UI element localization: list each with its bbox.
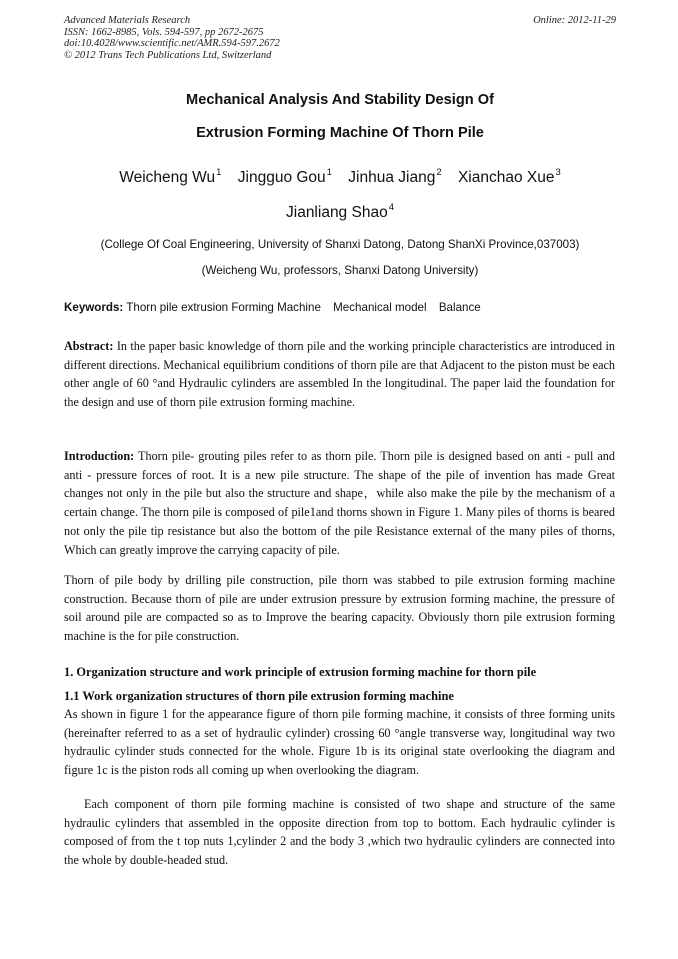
paper-title-line-2: Extrusion Forming Machine Of Thorn Pile (196, 125, 484, 141)
keyword: Balance (438, 301, 481, 314)
keywords-label: Keywords: (64, 301, 124, 314)
keywords (64, 301, 616, 314)
journal-header (64, 15, 616, 61)
doi-line: doi:10.4028/www.scientific.net/AMR.594-597.2672 (64, 38, 280, 49)
author-list-line-2 (64, 202, 616, 222)
journal-name: Advanced Materials Research (64, 15, 191, 26)
introduction-label: Introduction: (64, 449, 135, 463)
section-1-1-paragraph-1: As shown in figure 1 for the appearance figure of thorn pile forming machine, it consists of three forming units (hereinafter referred to as a set of hydraulic cylinder) crossing 60 °angle transverse way, longitudinal way two hydraulic cylinder studs connected for the whole. Figure 1b is its original state overlooking the diagram and figure 1c is the piston rods all coming up when overlooking the diagram. (64, 707, 615, 778)
correspondence: (Weicheng Wu, professors, Shanxi Datong University) (201, 264, 479, 277)
author: Weicheng Wu$^1$ (119, 167, 222, 186)
author: Xianchao Xue$^3$ (457, 167, 561, 186)
keyword: Thorn pile extrusion Forming Machine (126, 301, 321, 314)
introduction-paragraph-2: Thorn of pile body by drilling pile construction, pile thorn was stabbed to pile extrusion forming machine construction. Because thorn of pile are under extrusion pressure by extrusion forming machine, the pressure of soil around pile are compacted so as to Improve the bearing capacity. Obviously thorn pile extrusion forming machine is the for pile construction. (64, 573, 615, 644)
author: Jianliang Shao$^4$ (286, 202, 394, 221)
section-1-1-paragraph-2: Each component of thorn pile forming machine is consisted of two shape and structure of the same hydraulic cylinders that assembled in the opposite direction from top to bottom. Each hydraulic cylinder is composed of from the t top nuts 1,cylinder 2 and the body 3 ,which two hydraulic cylinders are connected into the whole by double-headed stud. (64, 797, 615, 868)
issn-line: ISSN: 1662-8985, Vols. 594-597, pp 2672-2675 (64, 26, 264, 38)
abstract-label: Abstract: (64, 339, 114, 353)
copyright-line: © 2012 Trans Tech Publications Ltd, Switzerland (64, 49, 272, 61)
introduction-text: Thorn pile- grouting piles refer to as thorn pile. Thorn pile is designed based on anti - pull and anti - pressure forces of root. It is a new pile structure. The shape of the pile of invention has made Great changes not only in the pile but also the structure and shape，while also make the pile by the mechanism of a certain change. The thorn pile is composed of pile1and thorns shown in Figure 1. Many piles of thorns is beared not only the pile tip resistance but also the bottom of the pile Resistance external of the many piles of thorns, Which can greatly improve the carrying capacity of pile. (64, 449, 615, 557)
introduction (64, 447, 615, 559)
subsection-1-1-heading: 1.1 Work organization structures of thorn pile extrusion forming machine (64, 689, 454, 703)
author: Jinhua Jiang$^2$ (348, 167, 442, 186)
online-date: Online: 2012-11-29 (533, 15, 616, 26)
affiliation: (College Of Coal Engineering, University of Shanxi Datong, Datong ShanXi Province,037003) (100, 238, 580, 251)
author-list (64, 167, 616, 187)
keyword: Mechanical model (333, 301, 427, 314)
paper-title-line-1: Mechanical Analysis And Stability Design Of (186, 92, 494, 108)
abstract-text: In the paper basic knowledge of thorn pile and the working principle characteristics are introduced in different directions. Mechanical equilibrium conditions of thorn pile are that Adjacent to the piston must be each other angle of 60 °and Hydraulic cylinders are assembled In the longitudinal. The paper laid the foundation for the design and use of thorn pile extrusion forming machine. (64, 339, 616, 410)
author: Jingguo Gou$^1$ (237, 167, 332, 186)
abstract (64, 337, 615, 412)
section-1-heading: 1. Organization structure and work principle of extrusion forming machine for thorn pile (64, 665, 537, 679)
